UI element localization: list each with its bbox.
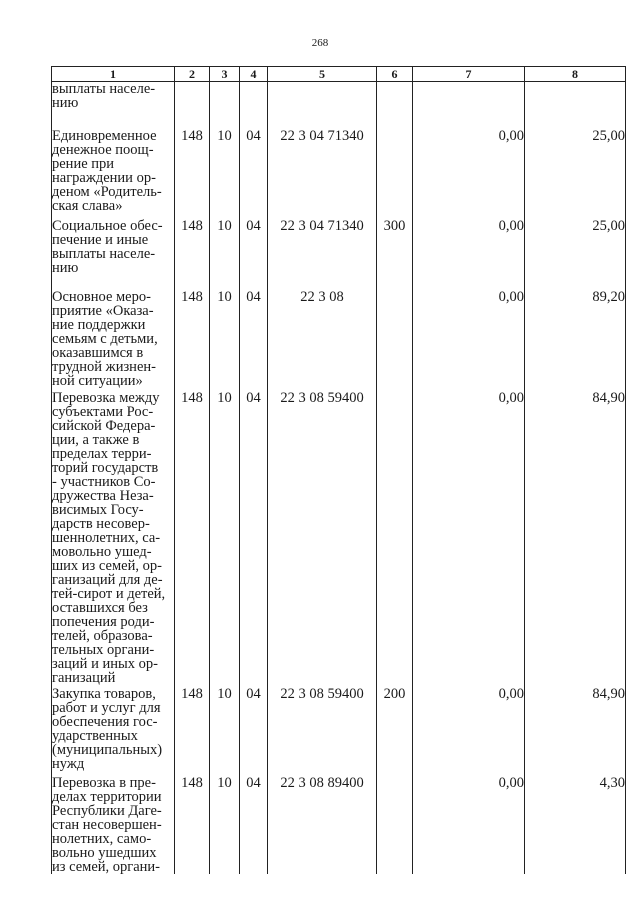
- cell-amount-col7: [413, 217, 525, 288]
- cell-section-text: 10: [217, 288, 232, 305]
- cell-target-article-text: 22 3 08 89400: [280, 774, 364, 791]
- cell-code: [175, 288, 210, 389]
- cell-target-article: [268, 685, 377, 774]
- cell-expense-type: [377, 217, 413, 288]
- cell-subsection-text: 04: [246, 217, 261, 234]
- cell-target-article: [268, 774, 377, 874]
- cell-amount-col8-text: 25,00: [592, 127, 625, 144]
- column-header: 6: [377, 67, 413, 82]
- cell-code-text: 148: [181, 288, 203, 305]
- cell-amount-col8: [525, 685, 626, 774]
- cell-amount-col8-text: 4,30: [599, 774, 625, 791]
- cell-code: [175, 82, 210, 127]
- cell-target-article: [268, 127, 377, 217]
- row-description-text: Единовременное денежное поощ- рение при награждении ор- деном «Родитель- ская слава»: [52, 127, 162, 214]
- column-header: 4: [240, 67, 268, 82]
- row-description: [52, 127, 175, 217]
- column-header: 2: [175, 67, 210, 82]
- cell-section-text: 10: [217, 127, 232, 144]
- cell-amount-col8: [525, 82, 626, 127]
- cell-expense-type-text: 300: [383, 217, 406, 234]
- row-description: [52, 82, 175, 127]
- cell-expense-type: [377, 82, 413, 127]
- cell-expense-type: [377, 685, 413, 774]
- cell-amount-col7: [413, 774, 525, 874]
- table-row: [52, 774, 626, 874]
- column-header: 5: [268, 67, 377, 82]
- cell-subsection: [240, 217, 268, 288]
- cell-amount-col7: [413, 288, 525, 389]
- cell-target-article-text: 22 3 08 59400: [280, 685, 364, 702]
- cell-amount-col8: [525, 774, 626, 874]
- cell-amount-col7: [413, 685, 525, 774]
- cell-amount-col8: [525, 127, 626, 217]
- cell-amount-col8: [525, 389, 626, 685]
- cell-expense-type-text: [377, 288, 412, 290]
- cell-code: [175, 774, 210, 874]
- table-header-row: [52, 67, 626, 82]
- column-header: 7: [413, 67, 525, 82]
- cell-subsection-text: 04: [246, 127, 261, 144]
- cell-amount-col8-text: 25,00: [592, 217, 625, 234]
- cell-expense-type: [377, 127, 413, 217]
- row-description-text: Перевозка между субъектами Рос- сийской Федера- ции, а также в пределах терри- торий государств - участников Со- дружества Неза- висимых Госу- дарств несовер- шеннолетних, са- мовольно ушед- ших из семей, ор- ганизаций для де- тей-сирот и детей, оставшихся без попечения роди- телей, образова- тельных органи- заций и иных ор- ганизаций: [52, 389, 166, 686]
- cell-section-text: 10: [217, 389, 232, 406]
- cell-subsection-text: 04: [246, 685, 261, 702]
- cell-amount-col8: [525, 217, 626, 288]
- cell-section: [210, 127, 240, 217]
- cell-section: [210, 774, 240, 874]
- cell-target-article: [268, 288, 377, 389]
- cell-expense-type-text: [377, 774, 412, 776]
- cell-amount-col7: [413, 127, 525, 217]
- cell-section-text: 10: [217, 217, 232, 234]
- table-row: [52, 217, 626, 288]
- cell-section: [210, 82, 240, 127]
- cell-code-text: 148: [181, 774, 203, 791]
- cell-subsection-text: 04: [246, 288, 261, 305]
- cell-amount-col7-text: 0,00: [498, 127, 524, 144]
- row-description-text: Социальное обес- печение и иные выплаты населе- нию: [52, 217, 163, 276]
- column-header: 1: [52, 67, 175, 82]
- cell-target-article: [268, 389, 377, 685]
- page-number: 268: [311, 37, 329, 49]
- row-description: [52, 685, 175, 774]
- column-header: 8: [525, 67, 626, 82]
- cell-code-text: 148: [181, 127, 203, 144]
- cell-section: [210, 685, 240, 774]
- cell-expense-type-text: [377, 127, 412, 129]
- cell-target-article-text: 22 3 04 71340: [280, 217, 364, 234]
- row-description: [52, 217, 175, 288]
- cell-amount-col7-text: 0,00: [498, 389, 524, 406]
- cell-code-text: 148: [181, 685, 203, 702]
- row-description-text: выплаты населе- нию: [52, 81, 156, 111]
- cell-code: [175, 127, 210, 217]
- table-row: [52, 82, 626, 127]
- cell-expense-type-text: 200: [383, 685, 406, 702]
- column-header: 3: [210, 67, 240, 82]
- cell-subsection-text: 04: [246, 389, 261, 406]
- cell-amount-col8: [525, 288, 626, 389]
- cell-amount-col8-text: 84,90: [592, 685, 625, 702]
- cell-code: [175, 685, 210, 774]
- cell-subsection: [240, 82, 268, 127]
- row-description: [52, 288, 175, 389]
- cell-target-article: [268, 82, 377, 127]
- cell-amount-col8-text: 89,20: [592, 288, 625, 305]
- cell-amount-col7-text: 0,00: [498, 217, 524, 234]
- cell-subsection: [240, 685, 268, 774]
- cell-section: [210, 288, 240, 389]
- table-row: [52, 389, 626, 685]
- row-description-text: Закупка товаров, работ и услуг для обеспечения гос- ударственных (муниципальных) нужд: [52, 685, 163, 772]
- cell-code-text: 148: [181, 217, 203, 234]
- cell-section: [210, 217, 240, 288]
- cell-amount-col7-text: 0,00: [498, 288, 524, 305]
- cell-expense-type: [377, 288, 413, 389]
- cell-amount-col7-text: 0,00: [498, 774, 524, 791]
- cell-section-text: 10: [217, 685, 232, 702]
- cell-subsection-text: 04: [246, 774, 261, 791]
- row-description: [52, 774, 175, 874]
- table-row: [52, 127, 626, 217]
- row-description-text: Перевозка в пре- делах территории Республики Даге- стан несовершен- нолетних, само- вольно ушедших из семей, органи-: [52, 774, 162, 875]
- row-description-text: Основное меро- приятие «Оказа- ние поддержки семьям с детьми, оказавшимся в трудной жизнен- ной ситуации»: [52, 288, 158, 389]
- cell-target-article-text: 22 3 08 59400: [280, 389, 364, 406]
- cell-amount-col7: [413, 82, 525, 127]
- cell-expense-type: [377, 389, 413, 685]
- cell-target-article: [268, 217, 377, 288]
- table-row: [52, 685, 626, 774]
- cell-code: [175, 217, 210, 288]
- cell-amount-col8-text: 84,90: [592, 389, 625, 406]
- budget-table: [51, 66, 626, 874]
- cell-target-article-text: 22 3 04 71340: [280, 127, 364, 144]
- cell-expense-type-text: [377, 389, 412, 391]
- cell-amount-col7-text: 0,00: [498, 685, 524, 702]
- cell-code-text: 148: [181, 389, 203, 406]
- cell-amount-col7: [413, 389, 525, 685]
- cell-section: [210, 389, 240, 685]
- cell-subsection: [240, 288, 268, 389]
- row-description: [52, 389, 175, 685]
- cell-subsection: [240, 389, 268, 685]
- table-row: [52, 288, 626, 389]
- table-body: [52, 82, 626, 874]
- cell-target-article-text: 22 3 08: [300, 288, 344, 305]
- cell-section-text: 10: [217, 774, 232, 791]
- cell-expense-type: [377, 774, 413, 874]
- cell-code: [175, 389, 210, 685]
- cell-subsection: [240, 127, 268, 217]
- cell-subsection: [240, 774, 268, 874]
